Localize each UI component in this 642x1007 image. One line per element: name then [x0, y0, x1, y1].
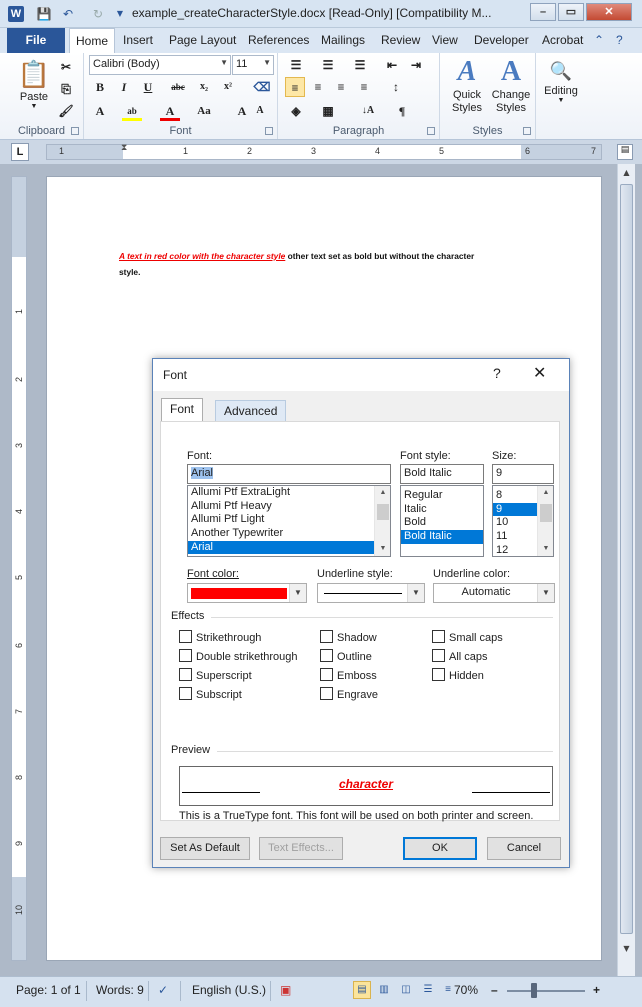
- paste-button[interactable]: 📋 Paste ▼: [14, 57, 54, 110]
- list-item[interactable]: Allumi Ptf Heavy: [191, 499, 272, 512]
- size-input[interactable]: 9: [492, 464, 554, 484]
- font-name-value: Arial: [191, 467, 214, 479]
- editing-label: Editing: [544, 85, 578, 97]
- tab-mailings[interactable]: Mailings: [321, 33, 366, 47]
- print-layout-view-icon[interactable]: ▤: [353, 981, 371, 999]
- clipboard-group: [0, 53, 84, 139]
- font-style-input[interactable]: Bold Italic: [400, 464, 484, 484]
- list-item[interactable]: Bold Italic: [401, 530, 483, 544]
- full-screen-reading-icon[interactable]: ▥: [379, 984, 389, 995]
- font-tab-panel: [160, 421, 560, 821]
- save-icon[interactable]: 💾: [36, 7, 52, 21]
- scroll-up-icon[interactable]: ▲: [623, 168, 630, 177]
- ruler-number: 1: [14, 309, 24, 315]
- text-effects-button[interactable]: Text Effects...: [259, 837, 343, 860]
- bold-icon[interactable]: B: [95, 80, 104, 94]
- increase-indent-icon[interactable]: ⇥: [410, 58, 422, 72]
- clipboard-group-label: Clipboard: [17, 125, 66, 137]
- multilevel-list-icon[interactable]: ☰: [354, 58, 366, 72]
- binoculars-icon: 🔍: [549, 61, 573, 81]
- superscript-checkbox[interactable]: [179, 668, 252, 682]
- paragraph-group-label: Paragraph: [332, 125, 385, 137]
- ruler-number: 4: [14, 509, 24, 515]
- cancel-button[interactable]: Cancel: [487, 837, 561, 860]
- language-indicator[interactable]: English (U.S.): [192, 983, 267, 997]
- checkbox-label: All caps: [449, 651, 488, 663]
- scroll-down-icon[interactable]: ▼: [623, 944, 630, 953]
- list-item[interactable]: 12: [496, 543, 509, 556]
- macro-record-icon[interactable]: ▣: [280, 983, 292, 997]
- font-style-list[interactable]: [400, 485, 484, 557]
- minimize-button[interactable]: –: [530, 3, 556, 21]
- preview-divider: [217, 751, 553, 752]
- ribbon-tabs: [0, 28, 642, 53]
- editing-button[interactable]: 🔍 Editing ▼: [538, 57, 584, 104]
- font-name-input[interactable]: [187, 464, 391, 484]
- strikethrough-checkbox[interactable]: [179, 630, 261, 644]
- chevron-down-icon: ▼: [407, 584, 424, 602]
- justify-icon[interactable]: ≡: [360, 80, 368, 94]
- checkbox-label: Subscript: [196, 689, 242, 701]
- underline-style-dropdown[interactable]: [317, 583, 425, 603]
- tab-review[interactable]: Review: [381, 33, 421, 47]
- size-label: Size:: [492, 450, 517, 462]
- format-painter-icon[interactable]: 🖌: [58, 104, 74, 118]
- tab-home[interactable]: Home: [69, 28, 115, 54]
- paste-label: Paste: [19, 91, 49, 103]
- tab-references[interactable]: References: [248, 33, 310, 47]
- preview-box: [179, 766, 553, 806]
- ribbon: [0, 53, 642, 140]
- hidden-checkbox[interactable]: [432, 668, 484, 682]
- font-list[interactable]: [187, 485, 391, 557]
- truetype-note: This is a TrueType font. This font will be used on both printer and screen.: [179, 810, 534, 822]
- ruler-number: 1: [183, 146, 189, 156]
- checkbox-label: Hidden: [449, 670, 484, 682]
- ruler-number: 2: [14, 377, 24, 383]
- double-strikethrough-checkbox[interactable]: [179, 649, 298, 663]
- superscript-icon[interactable]: x²: [224, 81, 232, 92]
- list-item[interactable]: Regular: [404, 489, 443, 501]
- list-item[interactable]: 10: [496, 516, 509, 529]
- cut-icon[interactable]: ✂: [60, 60, 72, 74]
- editing-group: [536, 53, 586, 139]
- quick-styles-icon: A: [457, 56, 477, 87]
- scroll-down-icon[interactable]: ▼: [379, 545, 387, 552]
- font-color-swatch: [191, 588, 287, 599]
- preview-text: character: [338, 777, 394, 791]
- checkbox-label: Double strikethrough: [196, 651, 298, 663]
- list-item[interactable]: Bold: [404, 516, 427, 529]
- align-left-icon[interactable]: ≡: [285, 77, 305, 97]
- list-item[interactable]: Italic: [404, 502, 427, 515]
- quick-styles-button[interactable]: [444, 55, 490, 115]
- font-label: Font:: [187, 450, 213, 462]
- font-dialog: [152, 358, 570, 868]
- ruler-number: 4: [375, 146, 381, 156]
- list-item[interactable]: 11: [496, 530, 508, 543]
- list-item[interactable]: Allumi Ptf Light: [191, 513, 265, 526]
- underline-color-label: Underline color:: [433, 568, 511, 580]
- vertical-ruler[interactable]: [11, 176, 27, 961]
- copy-icon[interactable]: ⎘: [61, 82, 71, 96]
- preview-section-label: Preview: [171, 744, 211, 756]
- engrave-checkbox[interactable]: [320, 687, 378, 701]
- shadow-checkbox[interactable]: [320, 630, 377, 644]
- chevron-down-icon: ▼: [289, 584, 306, 602]
- ruler-number: 6: [14, 643, 24, 649]
- font-style-label: Font style:: [400, 450, 451, 462]
- size-list-scrollbar[interactable]: [537, 486, 553, 556]
- decrease-indent-icon[interactable]: ⇤: [386, 58, 398, 72]
- grow-font-icon[interactable]: A: [237, 104, 247, 118]
- bullets-icon[interactable]: ☰: [290, 58, 302, 72]
- bold-text: other text set as bold but without the character: [285, 251, 475, 261]
- checkbox-label: Engrave: [337, 689, 378, 701]
- font-color-dropdown[interactable]: [187, 583, 307, 603]
- size-list[interactable]: [492, 485, 554, 557]
- change-case-icon[interactable]: Aa: [197, 105, 211, 117]
- scroll-up-icon[interactable]: ▲: [379, 489, 387, 496]
- tab-acrobat[interactable]: Acrobat: [542, 33, 584, 47]
- all-caps-checkbox[interactable]: [432, 649, 488, 663]
- list-item[interactable]: Allumi Ptf ExtraLight: [191, 486, 291, 498]
- document-line-2: style.: [119, 267, 141, 277]
- ruler-number: 6: [525, 146, 531, 156]
- font-color-label: Font color:: [187, 568, 239, 580]
- indent-marker-icon[interactable]: ⧗: [121, 143, 128, 153]
- styles-launcher-icon[interactable]: [523, 127, 531, 135]
- undo-icon[interactable]: ↶: [62, 7, 74, 21]
- underline-icon[interactable]: U: [143, 80, 153, 94]
- clear-formatting-icon[interactable]: ⌫: [253, 80, 271, 94]
- highlight-icon[interactable]: ab: [122, 101, 142, 121]
- word-count[interactable]: Words: 9: [96, 983, 144, 997]
- font-launcher-icon[interactable]: [265, 127, 273, 135]
- tab-advanced[interactable]: Advanced: [215, 400, 286, 422]
- list-item[interactable]: 8: [496, 489, 503, 501]
- web-layout-icon[interactable]: ◫: [401, 984, 411, 995]
- zoom-level[interactable]: 70%: [454, 983, 479, 997]
- subscript-checkbox[interactable]: [179, 687, 242, 701]
- minimize-ribbon-icon[interactable]: ⌃: [594, 33, 605, 47]
- ruler-number: 5: [14, 575, 24, 581]
- ruler-number: 9: [14, 841, 24, 847]
- effects-divider: [211, 617, 553, 618]
- tab-insert[interactable]: Insert: [123, 33, 154, 47]
- checkbox-label: Emboss: [337, 670, 377, 682]
- tab-selector-button[interactable]: L: [11, 143, 29, 161]
- scroll-up-icon[interactable]: ▲: [542, 489, 550, 496]
- shrink-font-icon[interactable]: A: [256, 105, 264, 116]
- quick-styles-label: Quick Styles: [452, 89, 482, 114]
- list-item[interactable]: Another Typewriter: [191, 527, 284, 540]
- checkbox-label: Outline: [337, 651, 372, 663]
- ruler-number: 7: [591, 146, 597, 156]
- sort-icon[interactable]: ↓A: [361, 105, 375, 116]
- shading-icon[interactable]: ◈: [291, 104, 301, 118]
- checkbox-label: Shadow: [337, 632, 377, 644]
- dialog-body: [153, 391, 569, 867]
- horizontal-ruler[interactable]: [46, 144, 602, 160]
- tab-file[interactable]: File: [7, 28, 65, 53]
- scroll-thumb[interactable]: [540, 504, 552, 522]
- ok-button[interactable]: OK: [403, 837, 477, 860]
- window-title: example_createCharacterStyle.docx [Read-Only] [Compatibility M...: [132, 6, 492, 20]
- ruler-bar: [0, 140, 642, 164]
- align-center-icon[interactable]: ≡: [314, 80, 322, 94]
- vertical-scrollbar[interactable]: [617, 164, 635, 976]
- font-size-value: 11: [236, 58, 248, 70]
- subscript-icon[interactable]: x₂: [200, 81, 208, 92]
- emboss-checkbox[interactable]: [320, 668, 377, 682]
- dialog-close-button[interactable]: ✕: [533, 365, 547, 382]
- zoom-out-button[interactable]: –: [491, 983, 498, 997]
- checkbox-label: Superscript: [196, 670, 252, 682]
- customize-qat-icon[interactable]: ▼: [116, 9, 124, 18]
- dialog-title: Font: [163, 368, 188, 382]
- font-list-scrollbar[interactable]: [374, 486, 390, 556]
- list-item[interactable]: 9: [493, 503, 537, 517]
- font-group: [84, 53, 278, 139]
- dialog-help-button[interactable]: ?: [493, 365, 501, 381]
- title-bar: [0, 0, 642, 28]
- redo-icon[interactable]: ↻: [92, 7, 104, 21]
- ruler-number: 10: [14, 905, 24, 916]
- styled-red-text: A text in red color with the character style: [119, 251, 286, 261]
- underline-style-label: Underline style:: [317, 568, 393, 580]
- outline-view-icon[interactable]: ☰: [423, 984, 433, 995]
- scroll-down-icon[interactable]: ▼: [542, 545, 550, 552]
- change-styles-icon: A: [500, 56, 522, 87]
- show-formatting-icon[interactable]: ¶: [398, 104, 406, 118]
- tab-page-layout[interactable]: Page Layout: [169, 33, 237, 47]
- change-styles-label: Change Styles: [491, 89, 531, 114]
- paragraph-launcher-icon[interactable]: [427, 127, 435, 135]
- paragraph-group: [278, 53, 440, 139]
- outline-checkbox[interactable]: [320, 649, 372, 663]
- underline-color-value: Automatic: [461, 586, 511, 598]
- font-name-value: Calibri (Body): [93, 58, 160, 70]
- line-spacing-icon[interactable]: ↕: [393, 80, 399, 94]
- chevron-down-icon: ▼: [537, 584, 554, 602]
- styles-group-label: Styles: [472, 125, 503, 137]
- numbering-icon[interactable]: ☰: [322, 58, 334, 72]
- document-line-1: [119, 251, 474, 261]
- zoom-slider[interactable]: [507, 990, 585, 992]
- font-size-combo[interactable]: 11 ▼: [232, 55, 274, 75]
- tab-view[interactable]: View: [432, 33, 458, 47]
- align-right-icon[interactable]: ≡: [337, 80, 345, 94]
- ruler-number: 8: [14, 775, 24, 781]
- word-app-icon[interactable]: W: [8, 6, 24, 22]
- strikethrough-icon[interactable]: abc: [171, 82, 185, 92]
- font-color-icon[interactable]: A: [160, 101, 180, 121]
- scroll-thumb[interactable]: [377, 504, 389, 520]
- view-ruler-icon[interactable]: ▤: [617, 144, 633, 160]
- restore-button[interactable]: ▭: [558, 3, 584, 21]
- ruler-number: 3: [311, 146, 317, 156]
- underline-color-dropdown[interactable]: [433, 583, 555, 603]
- set-as-default-button[interactable]: Set As Default: [160, 837, 250, 860]
- zoom-in-button[interactable]: +: [593, 983, 601, 997]
- page-count[interactable]: Page: 1 of 1: [16, 983, 81, 997]
- borders-icon[interactable]: ▦: [322, 104, 334, 118]
- tab-font[interactable]: Font: [161, 398, 203, 422]
- zoom-slider-knob[interactable]: [531, 983, 537, 998]
- underline-style-line: [324, 593, 402, 594]
- change-styles-button[interactable]: [488, 55, 534, 115]
- italic-icon[interactable]: I: [121, 80, 127, 94]
- small-caps-checkbox[interactable]: [432, 630, 503, 644]
- checkbox-label: Small caps: [449, 632, 503, 644]
- list-item[interactable]: Arial: [188, 541, 374, 555]
- status-bar: [0, 976, 642, 1007]
- checkbox-label: Strikethrough: [196, 632, 262, 644]
- font-name-combo[interactable]: Calibri (Body) ▼: [89, 55, 231, 75]
- scroll-thumb[interactable]: [620, 184, 633, 934]
- clipboard-icon: 📋: [17, 59, 51, 89]
- clipboard-launcher-icon[interactable]: [71, 127, 79, 135]
- font-group-label: Font: [169, 125, 192, 137]
- ruler-number: 2: [247, 146, 253, 156]
- ruler-number: 3: [14, 443, 24, 449]
- text-effects-icon[interactable]: A: [95, 104, 105, 118]
- ruler-number: 1: [59, 146, 65, 156]
- ruler-number: 5: [439, 146, 445, 156]
- tab-developer[interactable]: Developer: [474, 33, 529, 47]
- close-button[interactable]: ✕: [586, 3, 632, 21]
- help-icon[interactable]: ?: [616, 33, 623, 47]
- ruler-number: 7: [14, 709, 24, 715]
- draft-view-icon[interactable]: ≡: [445, 984, 451, 995]
- styles-group: [440, 53, 536, 139]
- effects-section-label: Effects: [171, 610, 205, 622]
- proofing-icon[interactable]: ✓: [158, 983, 169, 997]
